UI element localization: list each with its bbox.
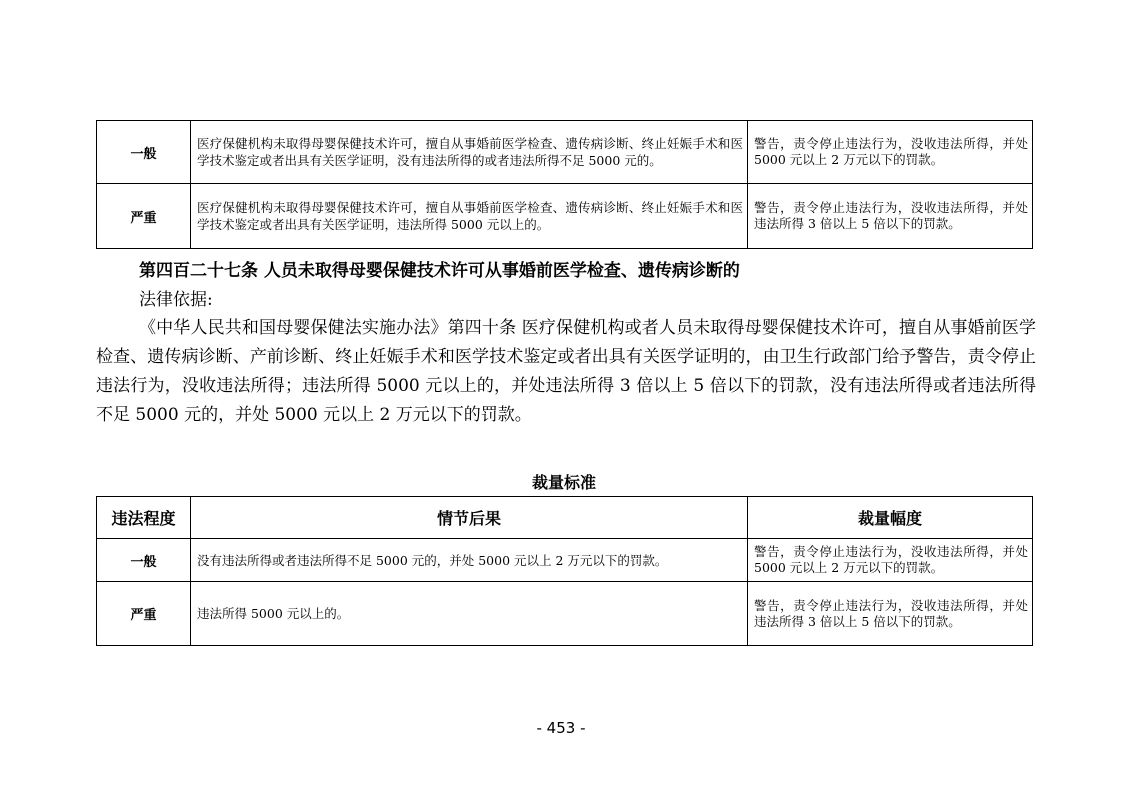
article-heading: 第四百二十七条 人员未取得母婴保健技术许可从事婚前医学检查、遗传病诊断的 [139, 261, 740, 281]
consequence-cell: 医疗保健机构未取得母婴保健技术许可，擅自从事婚前医学检查、遗传病诊断、终止妊娠手术和医学技术鉴定或者出具有关医学证明，违法所得 5000 元以上的。 [191, 184, 748, 249]
consequence-cell: 没有违法所得或者违法所得不足 5000 元的，并处 5000 元以上 2 万元以下的罚款。 [191, 539, 748, 582]
level-cell: 一般 [97, 539, 191, 582]
penalty-cell: 警告，责令停止违法行为，没收违法所得，并处违法所得 3 倍以上 5 倍以下的罚款。 [748, 582, 1033, 646]
level-cell: 一般 [97, 121, 191, 184]
legal-basis-label: 法律依据: [139, 290, 213, 310]
table-row [97, 539, 1033, 582]
column-header-level: 违法程度 [97, 497, 191, 539]
penalty-cell: 警告，责令停止违法行为，没收违法所得，并处违法所得 3 倍以上 5 倍以下的罚款。 [748, 184, 1033, 249]
consequence-cell: 医疗保健机构未取得母婴保健技术许可，擅自从事婚前医学检查、遗传病诊断、终止妊娠手术和医学技术鉴定或者出具有关医学证明，没有违法所得的或者违法所得不足 5000 元的。 [191, 121, 748, 184]
table-row [97, 121, 1033, 184]
legal-basis-text: 《中华人民共和国母婴保健法实施办法》第四十条 医疗保健机构或者人员未取得母婴保健技术许可，擅自从事婚前医学检查、遗传病诊断、产前诊断、终止妊娠手术和医学技术鉴定或者出具有关医学证明的，由卫生行政部门给予警告，责令停止违法行为，没收违法所得；违法所得 5000 元以上的，并处违法所得 3 倍以上 5 倍以下的罚款，没有违法所得或者违法所得不足 5000 元的，并处 5000 元以上 2 万元以下的罚款。 [96, 318, 1036, 425]
page-number: - 453 - [536, 719, 586, 737]
penalty-cell: 警告，责令停止违法行为，没收违法所得，并处 5000 元以上 2 万元以下的罚款。 [748, 539, 1033, 582]
table-header-row [97, 497, 1033, 539]
discretion-standard-table [96, 496, 1033, 646]
column-header-consequence: 情节后果 [191, 497, 748, 539]
continued-standard-table [96, 120, 1033, 249]
table-row [97, 184, 1033, 249]
column-header-range: 裁量幅度 [748, 497, 1033, 539]
level-cell: 严重 [97, 582, 191, 646]
consequence-cell: 违法所得 5000 元以上的。 [191, 582, 748, 646]
level-cell: 严重 [97, 184, 191, 249]
table-row [97, 582, 1033, 646]
penalty-cell: 警告，责令停止违法行为，没收违法所得，并处 5000 元以上 2 万元以下的罚款。 [748, 121, 1033, 184]
table-caption: 裁量标准 [531, 473, 596, 492]
